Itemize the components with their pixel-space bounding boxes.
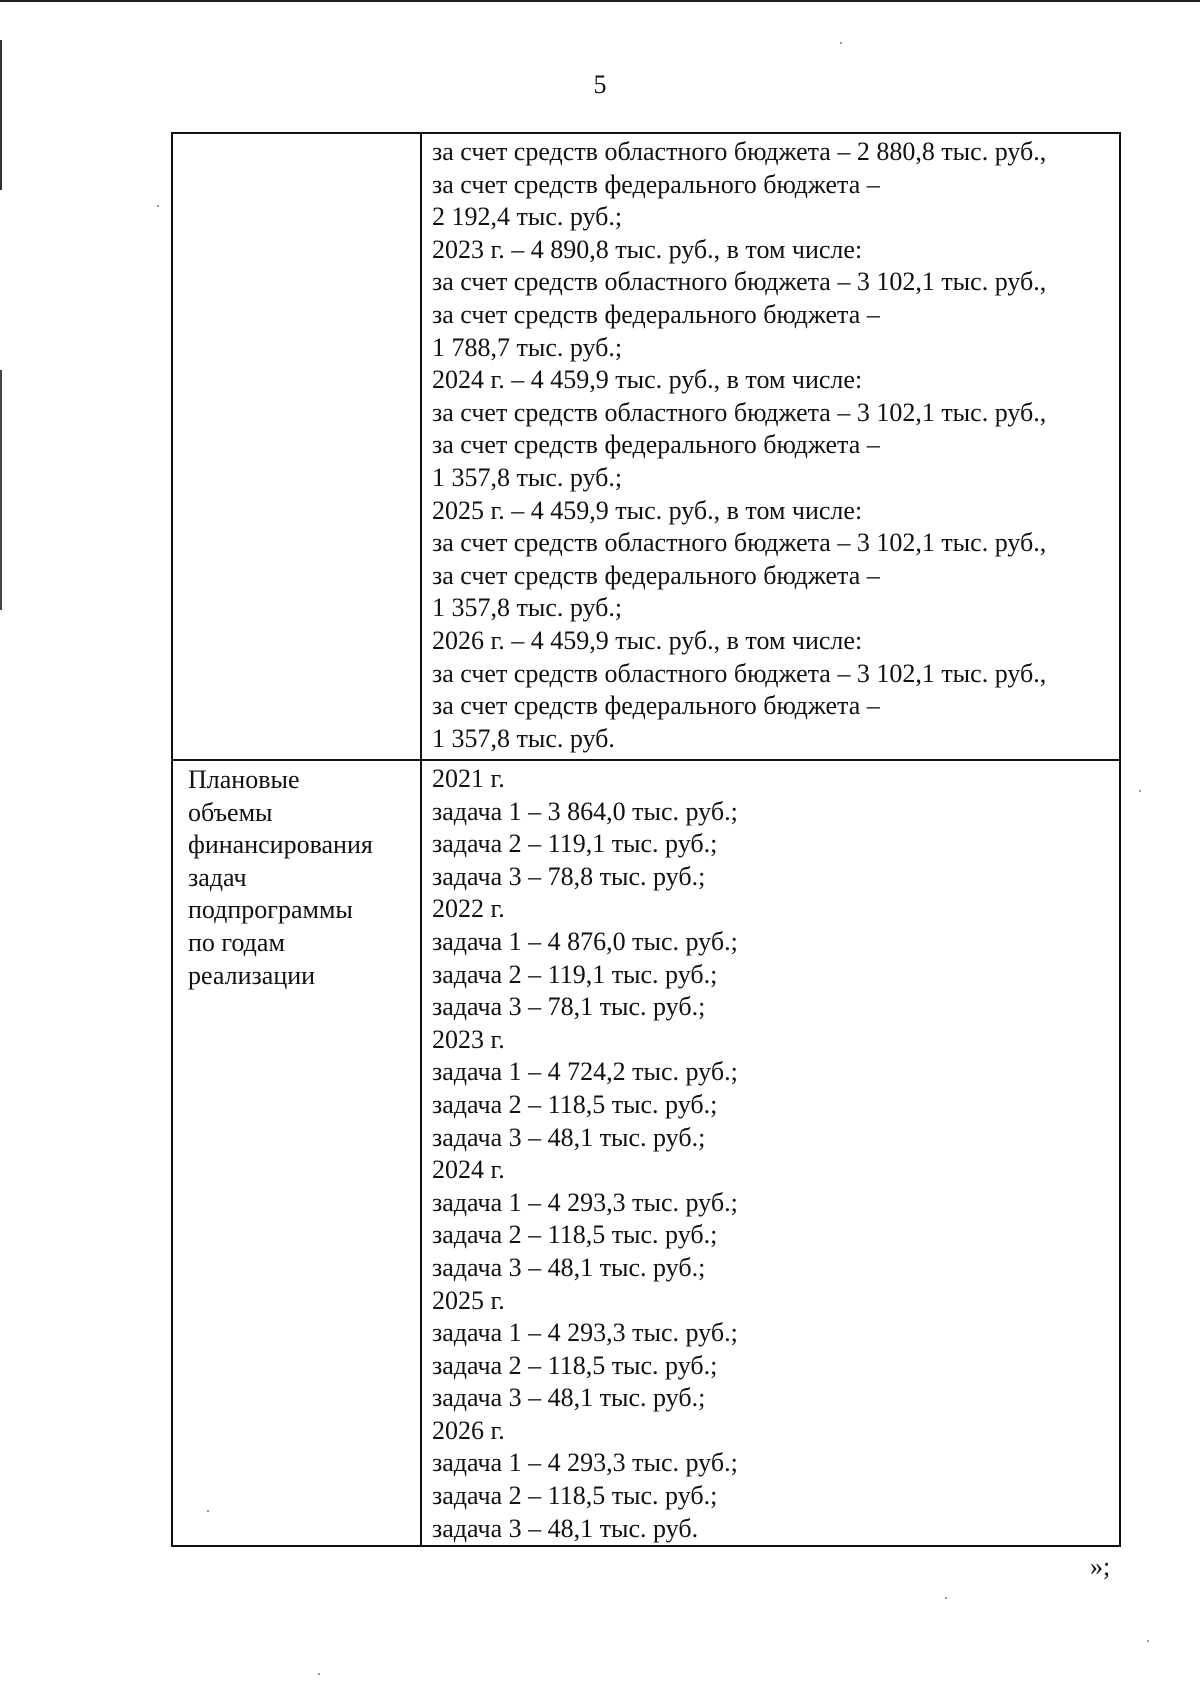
row-content-line: 2023 г. – 4 890,8 тыс. руб., в том числе: — [432, 234, 863, 264]
scan-speck — [318, 1673, 320, 1675]
row-content-line: 2021 г. — [432, 764, 505, 793]
row-content-line: 2024 г. — [432, 1155, 505, 1185]
row-content-line: за счет средств областного бюджета – 3 102,1 тыс. руб., — [432, 267, 1047, 297]
scan-edge-left-lower — [0, 370, 2, 610]
row-content-line: задача 3 – 48,1 тыс. руб.; — [432, 1122, 706, 1152]
row-content-line: 2026 г. – 4 459,9 тыс. руб., в том числе: — [432, 625, 863, 655]
row-content-line: за счет средств федерального бюджета – — [432, 560, 880, 590]
row-content-line: задача 3 – 48,1 тыс. руб.; — [432, 1383, 706, 1413]
row-content-line: задача 2 – 118,5 тыс. руб.; — [432, 1089, 718, 1119]
row-content-line: 2024 г. – 4 459,9 тыс. руб., в том числе: — [432, 365, 863, 395]
row-content-line: задача 2 – 118,5 тыс. руб.; — [432, 1350, 718, 1380]
scan-speck — [945, 1597, 947, 1599]
row-content-line: 1 357,8 тыс. руб.; — [432, 593, 623, 623]
row-content-line: задача 1 – 4 876,0 тыс. руб.; — [432, 926, 738, 956]
scan-speck — [157, 205, 159, 207]
row-label-cell — [172, 133, 421, 760]
row-content-line: за счет средств областного бюджета – 3 102,1 тыс. руб., — [432, 397, 1047, 427]
row-content-line: 2023 г. — [432, 1024, 505, 1054]
row-content-line: задача 1 – 4 724,2 тыс. руб.; — [432, 1057, 738, 1087]
closing-quote-mark: »; — [1090, 1552, 1111, 1581]
financing-table — [171, 132, 1121, 1547]
row-content-line: 1 788,7 тыс. руб.; — [432, 332, 623, 362]
scan-speck — [840, 42, 842, 44]
row-content-line: за счет средств федерального бюджета – — [432, 691, 880, 721]
row-content-line: задача 2 – 119,1 тыс. руб.; — [432, 829, 718, 859]
row-content-line: задача 2 – 118,5 тыс. руб.; — [432, 1481, 718, 1511]
row-label-cell — [172, 760, 421, 1546]
row-content-line: задача 1 – 3 864,0 тыс. руб.; — [432, 796, 738, 826]
page-number: 5 — [593, 70, 607, 99]
scan-speck — [207, 1510, 209, 1512]
row-content-line: 2025 г. — [432, 1285, 505, 1315]
row-content-cell — [421, 133, 1120, 760]
row-label-line: задач — [188, 862, 247, 892]
row-content-line: 2025 г. – 4 459,9 тыс. руб., в том числе: — [432, 495, 863, 525]
row-content-line: за счет средств областного бюджета – 3 102,1 тыс. руб., — [432, 528, 1047, 558]
scan-edge-top — [0, 0, 1200, 2]
scan-speck — [1147, 1640, 1149, 1642]
row-content-line: за счет средств федерального бюджета – — [432, 430, 880, 460]
table-row — [172, 760, 1120, 1546]
row-content-line: задача 1 – 4 293,3 тыс. руб.; — [432, 1187, 738, 1217]
row-content-line: за счет средств областного бюджета – 2 880,8 тыс. руб., — [432, 137, 1047, 166]
row-content-line: задача 3 – 78,1 тыс. руб.; — [432, 992, 706, 1022]
row-content-cell — [421, 760, 1120, 1546]
row-content-line: задача 1 – 4 293,3 тыс. руб.; — [432, 1318, 738, 1348]
row-content-line: задача 3 – 78,8 тыс. руб.; — [432, 861, 706, 891]
table-row — [172, 133, 1120, 760]
row-content-line: за счет средств областного бюджета – 3 102,1 тыс. руб., — [432, 658, 1047, 688]
row-label-line: финансирования — [188, 830, 373, 860]
row-content-line: задача 2 – 118,5 тыс. руб.; — [432, 1220, 718, 1250]
row-content-line: 2026 г. — [432, 1415, 505, 1445]
row-label-line: по годам — [188, 927, 285, 957]
row-content-line: задача 2 – 119,1 тыс. руб.; — [432, 959, 718, 989]
row-content-line: 1 357,8 тыс. руб.; — [432, 462, 623, 492]
row-content-line: 1 357,8 тыс. руб. — [432, 723, 615, 753]
row-content-line: задача 1 – 4 293,3 тыс. руб.; — [432, 1448, 738, 1478]
row-content-line: за счет средств федерального бюджета – — [432, 299, 880, 329]
scan-speck — [1139, 790, 1141, 792]
row-label-line: Плановые — [188, 765, 300, 794]
row-content-line: 2 192,4 тыс. руб.; — [432, 202, 623, 232]
row-label-line: подпрограммы — [188, 895, 353, 925]
row-content-line: за счет средств федерального бюджета – — [432, 169, 880, 199]
row-label-line: объемы — [188, 797, 273, 827]
row-label-line: реализации — [188, 960, 316, 990]
row-content-line: задача 3 – 48,1 тыс. руб. — [432, 1513, 699, 1543]
scan-edge-left — [0, 40, 2, 190]
row-content-line: 2022 г. — [432, 894, 505, 924]
row-content-line: задача 3 – 48,1 тыс. руб.; — [432, 1252, 706, 1282]
